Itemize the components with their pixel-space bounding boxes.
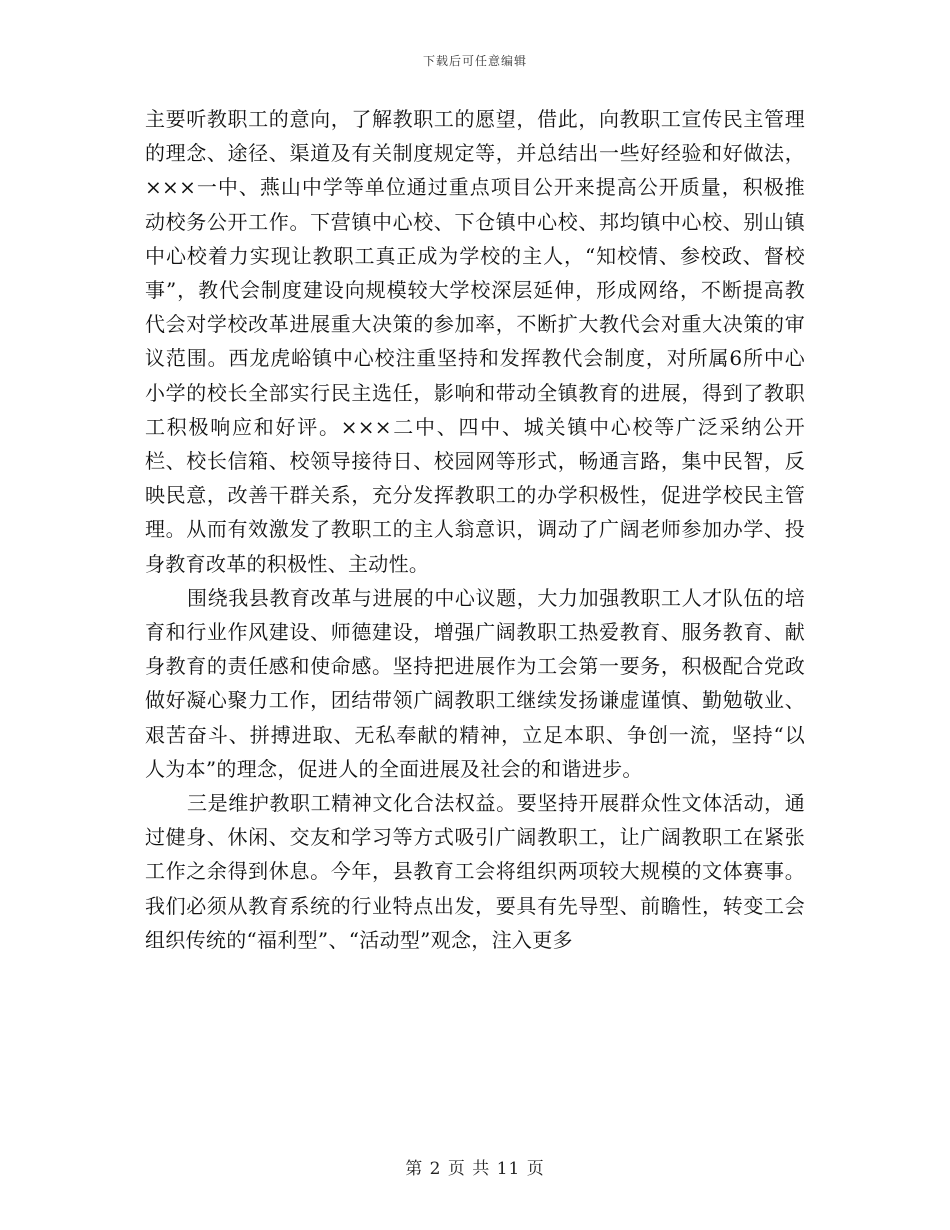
page-footer: 第 2 页 共 11 页 xyxy=(405,1159,545,1179)
page-header: 下载后可任意编辑 xyxy=(422,54,527,68)
paragraph-education-reform: 围绕我县教育改革与进展的中心议题，大力加强教职工人才队伍的培育和行业作风建设、师德建设，增强广阔教职工热爱教育、服务教育、献身教育的责任感和使命感。坚持把进展作为工会第一要务，积极配合党政做好凝心聚力工作，团结带领广阔教职工继续发扬谦虚谨慎、勤勉敬业、艰苦奋斗、拼搏进取、无私奉献的精神，立足本职、争创一流，坚持“以人为本”的理念，促进人的全面进展及社会的和谐进步。 xyxy=(145,585,805,781)
paragraph-continuation: 主要听教职工的意向，了解教职工的愿望，借此，向教职工宣传民主管理的理念、途径、渠道及有关制度规定等，并总结出一些好经验和好做法，×××一中、燕山中学等单位通过重点项目公开来提高公开质量，积极推动校务公开工作。下营镇中心校、下仓镇中心校、邦均镇中心校、别山镇中心校着力实现让教职工真正成为学校的主人，“知校情、参校政、督校事”，教代会制度建设向规模较大学校深层延伸，形成网络，不断提高教代会对学校改革进展重大决策的参加率，不断扩大教代会对重大决策的审议范围。西龙虎峪镇中心校注重坚持和发挥教代会制度，对所属6所中心小学的校长全部实行民主选任，影响和带动全镇教育的进展，得到了教职工积极响应和好评。×××二中、四中、城关镇中心校等广泛采纳公开栏、校长信箱、校领导接待日、校园网等形式，畅通言路，集中民智，反映民意，改善干群关系，充分发挥教职工的办学积极性，促进学校民主管理。从而有效激发了教职工的主人翁意识，调动了广阔老师参加办学、投身教育改革的积极性、主动性。 xyxy=(145,107,805,576)
paragraph-cultural-rights: 三是维护教职工精神文化合法权益。要坚持开展群众性文体活动，通过健身、休闲、交友和学习等方式吸引广阔教职工，让广阔教职工在紧张工作之余得到休息。今年，县教育工会将组织两项较大规模的文体赛事。我们必须从教育系统的行业特点出发，要具有先导型、前瞻性，转变工会组织传统的“福利型”、“活动型”观念，注入更多 xyxy=(145,791,805,952)
document-body xyxy=(145,102,805,957)
